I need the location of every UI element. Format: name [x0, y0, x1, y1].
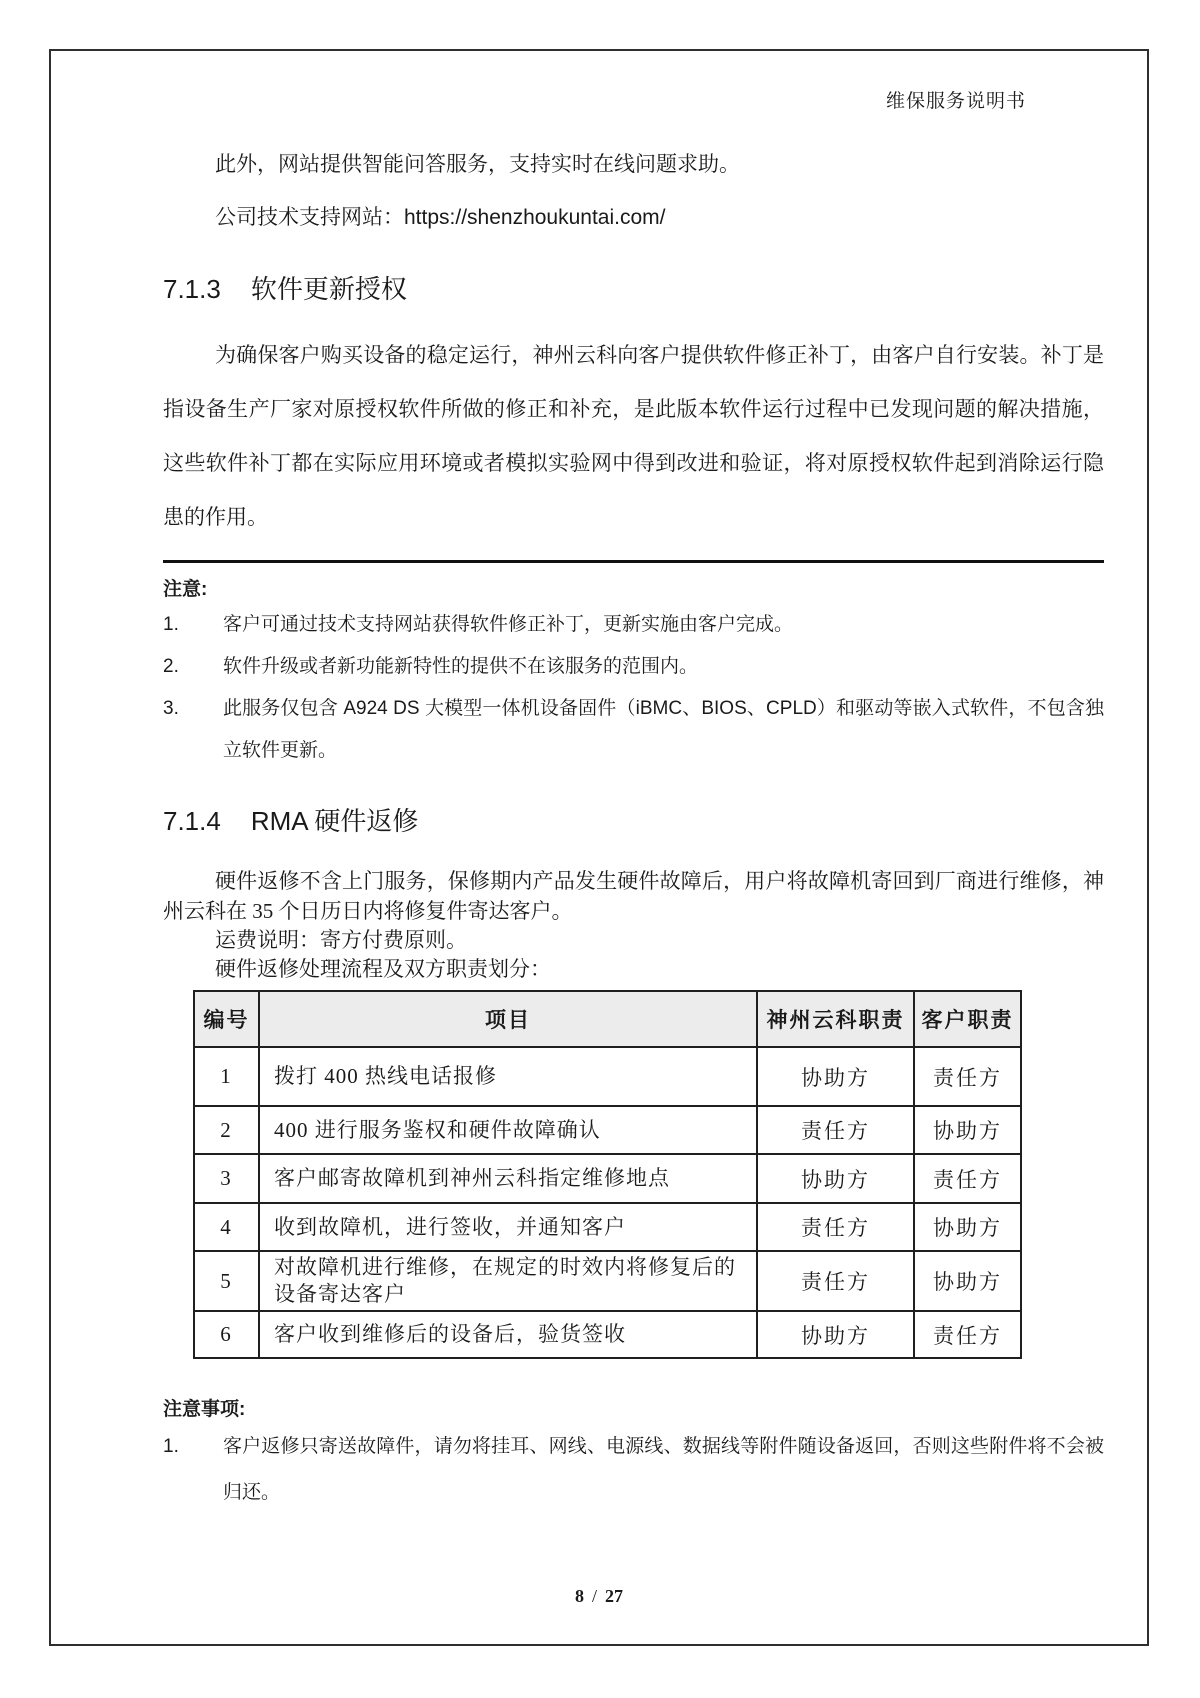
cell-customer-role: 协助方 — [914, 1251, 1021, 1311]
cell-customer-role: 协助方 — [914, 1203, 1021, 1251]
cell-number: 3 — [194, 1154, 259, 1203]
notice-item — [163, 1424, 1104, 1516]
note-item — [163, 646, 1104, 688]
cell-number: 6 — [194, 1311, 259, 1358]
cell-vendor-role: 协助方 — [757, 1311, 914, 1358]
cell-customer-role: 责任方 — [914, 1154, 1021, 1203]
cell-item: 客户邮寄故障机到神州云科指定维修地点 — [259, 1154, 757, 1203]
rma-table-wrapper — [163, 990, 1104, 1359]
table-row — [194, 1106, 1021, 1154]
cell-item: 对故障机进行维修，在规定的时效内将修复后的设备寄达客户 — [259, 1251, 757, 1311]
section-7-1-4-heading — [163, 804, 1104, 838]
notice-label: 注意事项: — [163, 1399, 246, 1420]
table-intro-line: 硬件返修处理流程及双方职责划分： — [215, 957, 551, 981]
note-divider-rule — [163, 560, 1104, 563]
note-item-number: 3. — [163, 698, 179, 719]
page-number-current: 8 — [574, 1586, 584, 1606]
section-7-1-4-body: 硬件返修不含上门服务，保修期内产品发生硬件故障后，用户将故障机寄回到厂商进行维修，神州云科在 35 个日历日内将修复件寄达客户。 — [163, 869, 1104, 923]
cell-item: 400 进行服务鉴权和硬件故障确认 — [259, 1106, 757, 1154]
section-7-1-4-title: RMA 硬件返修 — [250, 806, 419, 836]
note-item-text: 客户可通过技术支持网站获得软件修正补丁，更新实施由客户完成。 — [223, 614, 794, 635]
section-7-1-3-body: 为确保客户购买设备的稳定运行，神州云科向客户提供软件修正补丁，由客户自行安装。补丁是指设备生产厂家对原授权软件所做的修正和补充，是此版本软件运行过程中已发现问题的解决措施，这些软件补丁都在实际应用环境或者模拟实验网中得到改进和验证，将对原授权软件起到消除运行隐患的作用。 — [163, 344, 1104, 529]
notice-item-number: 1. — [163, 1436, 179, 1457]
cell-customer-role: 责任方 — [914, 1047, 1021, 1106]
cell-number: 2 — [194, 1106, 259, 1154]
cell-item: 拨打 400 热线电话报修 — [259, 1047, 757, 1106]
table-row — [194, 1251, 1021, 1311]
page-footer — [49, 1586, 1149, 1607]
table-header-cell-item: 项目 — [259, 991, 757, 1047]
section-7-1-3-heading — [163, 272, 1104, 306]
page-number-total: 27 — [605, 1586, 623, 1606]
note-list — [163, 604, 1104, 772]
section-7-1-3-number: 7.1.3 — [163, 274, 221, 304]
table-header-cell-customer-role: 客户职责 — [914, 991, 1021, 1047]
note-item-number: 2. — [163, 656, 179, 677]
table-row — [194, 1203, 1021, 1251]
cell-vendor-role: 责任方 — [757, 1106, 914, 1154]
note-item-text: 此服务仅包含 A924 DS 大模型一体机设备固件（iBMC、BIOS、CPLD）和驱动等嵌入式软件，不包含独立软件更新。 — [223, 698, 1104, 761]
cell-customer-role: 责任方 — [914, 1311, 1021, 1358]
cell-customer-role: 协助方 — [914, 1106, 1021, 1154]
note-item-number: 1. — [163, 614, 179, 635]
intro-paragraph-2: 公司技术支持网站：https://shenzhoukuntai.com/ — [215, 206, 666, 229]
cell-item: 收到故障机，进行签收，并通知客户 — [259, 1203, 757, 1251]
page-number-separator: / — [591, 1586, 597, 1606]
rma-process-table — [193, 990, 1022, 1359]
note-label: 注意: — [163, 579, 208, 600]
table-header-row — [194, 991, 1021, 1047]
table-header-cell-number: 编号 — [194, 991, 259, 1047]
cell-vendor-role: 协助方 — [757, 1154, 914, 1203]
notice-list — [163, 1424, 1104, 1516]
table-row — [194, 1154, 1021, 1203]
cell-number: 1 — [194, 1047, 259, 1106]
freight-note: 运费说明：寄方付费原则。 — [215, 928, 467, 952]
cell-number: 5 — [194, 1251, 259, 1311]
cell-item: 客户收到维修后的设备后，验货签收 — [259, 1311, 757, 1358]
cell-vendor-role: 协助方 — [757, 1047, 914, 1106]
table-row — [194, 1047, 1021, 1106]
notice-item-text: 客户返修只寄送故障件，请勿将挂耳、网线、电源线、数据线等附件随设备返回，否则这些附件将不会被归还。 — [223, 1436, 1104, 1503]
note-item — [163, 688, 1104, 772]
cell-number: 4 — [194, 1203, 259, 1251]
section-7-1-4-number: 7.1.4 — [163, 806, 221, 836]
intro-paragraph-1: 此外，网站提供智能问答服务，支持实时在线问题求助。 — [215, 153, 740, 176]
note-item — [163, 604, 1104, 646]
section-7-1-3-title: 软件更新授权 — [250, 274, 407, 304]
cell-vendor-role: 责任方 — [757, 1251, 914, 1311]
table-header-cell-vendor-role: 神州云科职责 — [757, 991, 914, 1047]
note-item-text: 软件升级或者新功能新特性的提供不在该服务的范围内。 — [223, 656, 699, 677]
cell-vendor-role: 责任方 — [757, 1203, 914, 1251]
page-header-title: 维保服务说明书 — [885, 91, 1026, 112]
table-row — [194, 1311, 1021, 1358]
